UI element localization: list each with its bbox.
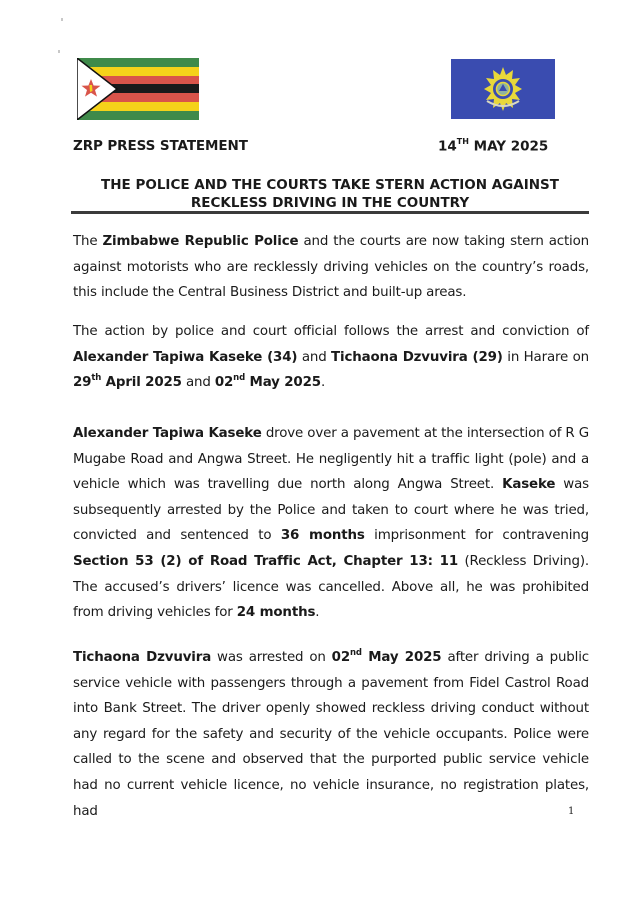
press-statement-label: ZRP PRESS STATEMENT [73,138,248,154]
bold-statute: Section 53 (2) of Road Traffic Act, Chapter 13: 11 [73,553,459,569]
text: was subsequently arrested by the Police and taken to court where he was tried, convicted and sentenced to [73,477,589,544]
bold-accused-name: Alexander Tapiwa Kaseke [73,426,262,441]
text: and [181,375,215,391]
text: . [320,375,326,391]
zrp-flag [451,59,555,119]
date-day: 02 [331,650,351,665]
date-suffix: nd [350,647,362,658]
text: The action by police and court official follows the arrest and conviction of [73,324,589,339]
text: (Reckless Driving). The accused’s drivers’ licence was cancelled. Above all, he was prohibited from driving vehicles for [73,553,590,621]
date-day: 02 [214,375,234,391]
date-suffix: TH [456,137,469,146]
bold-accused-name: Tichaona Dzvuvira [73,650,212,665]
paragraph-kaseke-case [73,421,589,626]
text: drove over a pavement at the intersection of R G Mugabe Road and Angwa Street. He negligently hit a traffic light (pole) and a vehicle which was travelling due north along Angwa Street. [73,426,589,493]
text: in Harare on [502,349,589,365]
bold-prohibition-period: 24 months [236,605,316,621]
text: and [297,349,332,365]
document-title [60,176,600,212]
scan-speck [61,18,63,21]
bold-date-1 [73,372,182,391]
zrp-emblem-icon [451,59,555,119]
bold-org-name: Zimbabwe Republic Police [102,234,299,249]
bold-surname: Kaseke [502,477,556,493]
text: imprisonment for contravening [364,528,589,544]
bold-sentence: 36 months [280,528,365,544]
paragraph-dzvuvira-case [73,645,589,824]
page-number: 1 [568,806,575,817]
title-divider [71,211,589,214]
date-suffix: nd [233,372,246,383]
text: was arrested on [211,650,332,665]
date-day: 14 [438,138,457,155]
paragraph-intro [73,229,589,306]
statement-date [438,138,548,155]
zimbabwe-flag-icon [77,58,199,120]
date-day: 29 [73,375,92,391]
date-rest: May 2025 [361,650,442,665]
bold-date-2 [214,372,321,391]
text: and the courts are now taking stern action against motorists who are recklessly driving vehicles on the country’s roads, this include the Central Business District and built-up areas. [73,234,590,301]
date-suffix: th [91,372,102,383]
text: The [73,234,103,249]
text: . [315,605,320,621]
text: after driving a public service vehicle with passengers through a pavement from Fidel Castrol Road into Bank Street. The driver openly showed reckless driving conduct without any regard for the safety and security of the vehicle occupants. Police were called to the scene and observed that the purported public service vehicle had no current vehicle licence, no vehicle insurance, no registration plates, had [73,650,589,819]
bold-accused-1: Alexander Tapiwa Kaseke (34) [73,349,298,365]
scan-speck [58,50,60,53]
bold-accused-2: Tichaona Dzvuvira (29) [331,349,503,365]
date-rest: April 2025 [101,375,182,391]
title-line-1: THE POLICE AND THE COURTS TAKE STERN ACTION AGAINST [101,177,559,193]
title-line-2: RECKLESS DRIVING IN THE COUNTRY [190,195,470,211]
paragraph-arrests [73,319,589,396]
date-month-year: MAY 2025 [468,138,549,155]
date-rest: May 2025 [245,375,321,391]
bold-arrest-date [331,647,442,665]
